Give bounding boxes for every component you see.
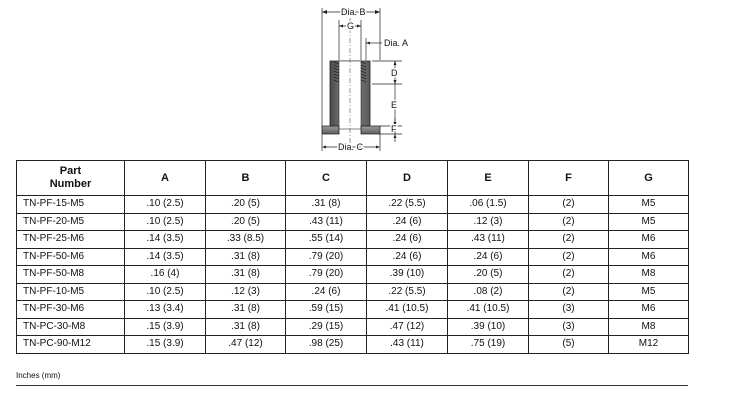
header-part-line1: Part bbox=[59, 165, 82, 177]
cell-b: .31 (8) bbox=[206, 318, 286, 336]
cell-a: .16 (4) bbox=[125, 266, 206, 284]
cell-b: .31 (8) bbox=[206, 248, 286, 266]
cell-f: (2) bbox=[529, 248, 609, 266]
cell-c: .24 (6) bbox=[286, 283, 367, 301]
cell-g: M8 bbox=[609, 318, 689, 336]
cell-g: M6 bbox=[609, 231, 689, 249]
cell-g: M5 bbox=[609, 283, 689, 301]
header-g: G bbox=[609, 161, 689, 196]
cell-c: .98 (25) bbox=[286, 336, 367, 354]
label-dia-b: Dia. B bbox=[341, 7, 366, 17]
header-part-line2: Number bbox=[49, 178, 92, 190]
header-b: B bbox=[206, 161, 286, 196]
table-row bbox=[17, 283, 689, 301]
cell-f: (3) bbox=[529, 301, 609, 319]
cell-e: .12 (3) bbox=[448, 213, 529, 231]
cell-f: (2) bbox=[529, 196, 609, 214]
cell-a: .14 (3.5) bbox=[125, 231, 206, 249]
cell-b: .12 (3) bbox=[206, 283, 286, 301]
cell-d: .24 (6) bbox=[367, 248, 448, 266]
cell-d: .41 (10.5) bbox=[367, 301, 448, 319]
label-d: D bbox=[391, 68, 398, 78]
cell-c: .55 (14) bbox=[286, 231, 367, 249]
cross-section-diagram bbox=[0, 0, 738, 160]
cell-g: M6 bbox=[609, 301, 689, 319]
cell-part-number: TN-PF-20-M5 bbox=[17, 213, 125, 231]
label-g: G bbox=[347, 21, 355, 31]
cell-e: .43 (11) bbox=[448, 231, 529, 249]
cell-f: (5) bbox=[529, 336, 609, 354]
cell-b: .20 (5) bbox=[206, 213, 286, 231]
header-a: A bbox=[125, 161, 206, 196]
cell-d: .43 (11) bbox=[367, 336, 448, 354]
cell-d: .22 (5.5) bbox=[367, 196, 448, 214]
cell-c: .43 (11) bbox=[286, 213, 367, 231]
bottom-divider bbox=[16, 385, 688, 386]
table-row bbox=[17, 231, 689, 249]
cell-part-number: TN-PC-30-M8 bbox=[17, 318, 125, 336]
cell-a: .15 (3.9) bbox=[125, 336, 206, 354]
header-f: F bbox=[529, 161, 609, 196]
table-row bbox=[17, 213, 689, 231]
cell-b: .47 (12) bbox=[206, 336, 286, 354]
cell-b: .31 (8) bbox=[206, 301, 286, 319]
cell-c: .59 (15) bbox=[286, 301, 367, 319]
cell-g: M6 bbox=[609, 248, 689, 266]
cell-part-number: TN-PF-25-M6 bbox=[17, 231, 125, 249]
cell-part-number: TN-PF-10-M5 bbox=[17, 283, 125, 301]
label-e: E bbox=[391, 100, 398, 110]
cell-part-number: TN-PC-90-M12 bbox=[17, 336, 125, 354]
cell-g: M8 bbox=[609, 266, 689, 284]
cell-d: .24 (6) bbox=[367, 231, 448, 249]
cell-a: .10 (2.5) bbox=[125, 213, 206, 231]
table-row bbox=[17, 196, 689, 214]
cell-c: .31 (8) bbox=[286, 196, 367, 214]
cell-b: .20 (5) bbox=[206, 196, 286, 214]
header-d: D bbox=[367, 161, 448, 196]
table-row bbox=[17, 266, 689, 284]
cell-part-number: TN-PF-50-M8 bbox=[17, 266, 125, 284]
cell-d: .24 (6) bbox=[367, 213, 448, 231]
cell-g: M5 bbox=[609, 196, 689, 214]
table-header-row bbox=[17, 161, 689, 196]
cell-part-number: TN-PF-30-M6 bbox=[17, 301, 125, 319]
cell-e: .41 (10.5) bbox=[448, 301, 529, 319]
units-note: Inches (mm) bbox=[16, 371, 61, 380]
cell-part-number: TN-PF-15-M5 bbox=[17, 196, 125, 214]
cell-d: .39 (10) bbox=[367, 266, 448, 284]
header-part-number bbox=[17, 161, 125, 196]
cell-b: .31 (8) bbox=[206, 266, 286, 284]
cell-f: (2) bbox=[529, 266, 609, 284]
header-e: E bbox=[448, 161, 529, 196]
cell-e: .08 (2) bbox=[448, 283, 529, 301]
table-row bbox=[17, 248, 689, 266]
cell-d: .22 (5.5) bbox=[367, 283, 448, 301]
cell-c: .79 (20) bbox=[286, 248, 367, 266]
cell-c: .29 (15) bbox=[286, 318, 367, 336]
cell-e: .75 (19) bbox=[448, 336, 529, 354]
cell-a: .10 (2.5) bbox=[125, 196, 206, 214]
cell-a: .15 (3.9) bbox=[125, 318, 206, 336]
cell-f: (2) bbox=[529, 213, 609, 231]
cell-a: .10 (2.5) bbox=[125, 283, 206, 301]
cell-g: M12 bbox=[609, 336, 689, 354]
table-row bbox=[17, 301, 689, 319]
cell-e: .39 (10) bbox=[448, 318, 529, 336]
cell-e: .24 (6) bbox=[448, 248, 529, 266]
cell-e: .20 (5) bbox=[448, 266, 529, 284]
cell-b: .33 (8.5) bbox=[206, 231, 286, 249]
cell-a: .14 (3.5) bbox=[125, 248, 206, 266]
cell-c: .79 (20) bbox=[286, 266, 367, 284]
label-dia-c: Dia. C bbox=[338, 142, 364, 152]
cell-f: (2) bbox=[529, 283, 609, 301]
table-row bbox=[17, 318, 689, 336]
cell-part-number: TN-PF-50-M6 bbox=[17, 248, 125, 266]
header-c: C bbox=[286, 161, 367, 196]
label-f: F bbox=[391, 124, 397, 134]
spec-table bbox=[16, 160, 689, 354]
cell-f: (2) bbox=[529, 231, 609, 249]
cell-g: M5 bbox=[609, 213, 689, 231]
label-dia-a: Dia. A bbox=[384, 38, 409, 48]
cell-f: (3) bbox=[529, 318, 609, 336]
cell-a: .13 (3.4) bbox=[125, 301, 206, 319]
table-row bbox=[17, 336, 689, 354]
cell-d: .47 (12) bbox=[367, 318, 448, 336]
cell-e: .06 (1.5) bbox=[448, 196, 529, 214]
